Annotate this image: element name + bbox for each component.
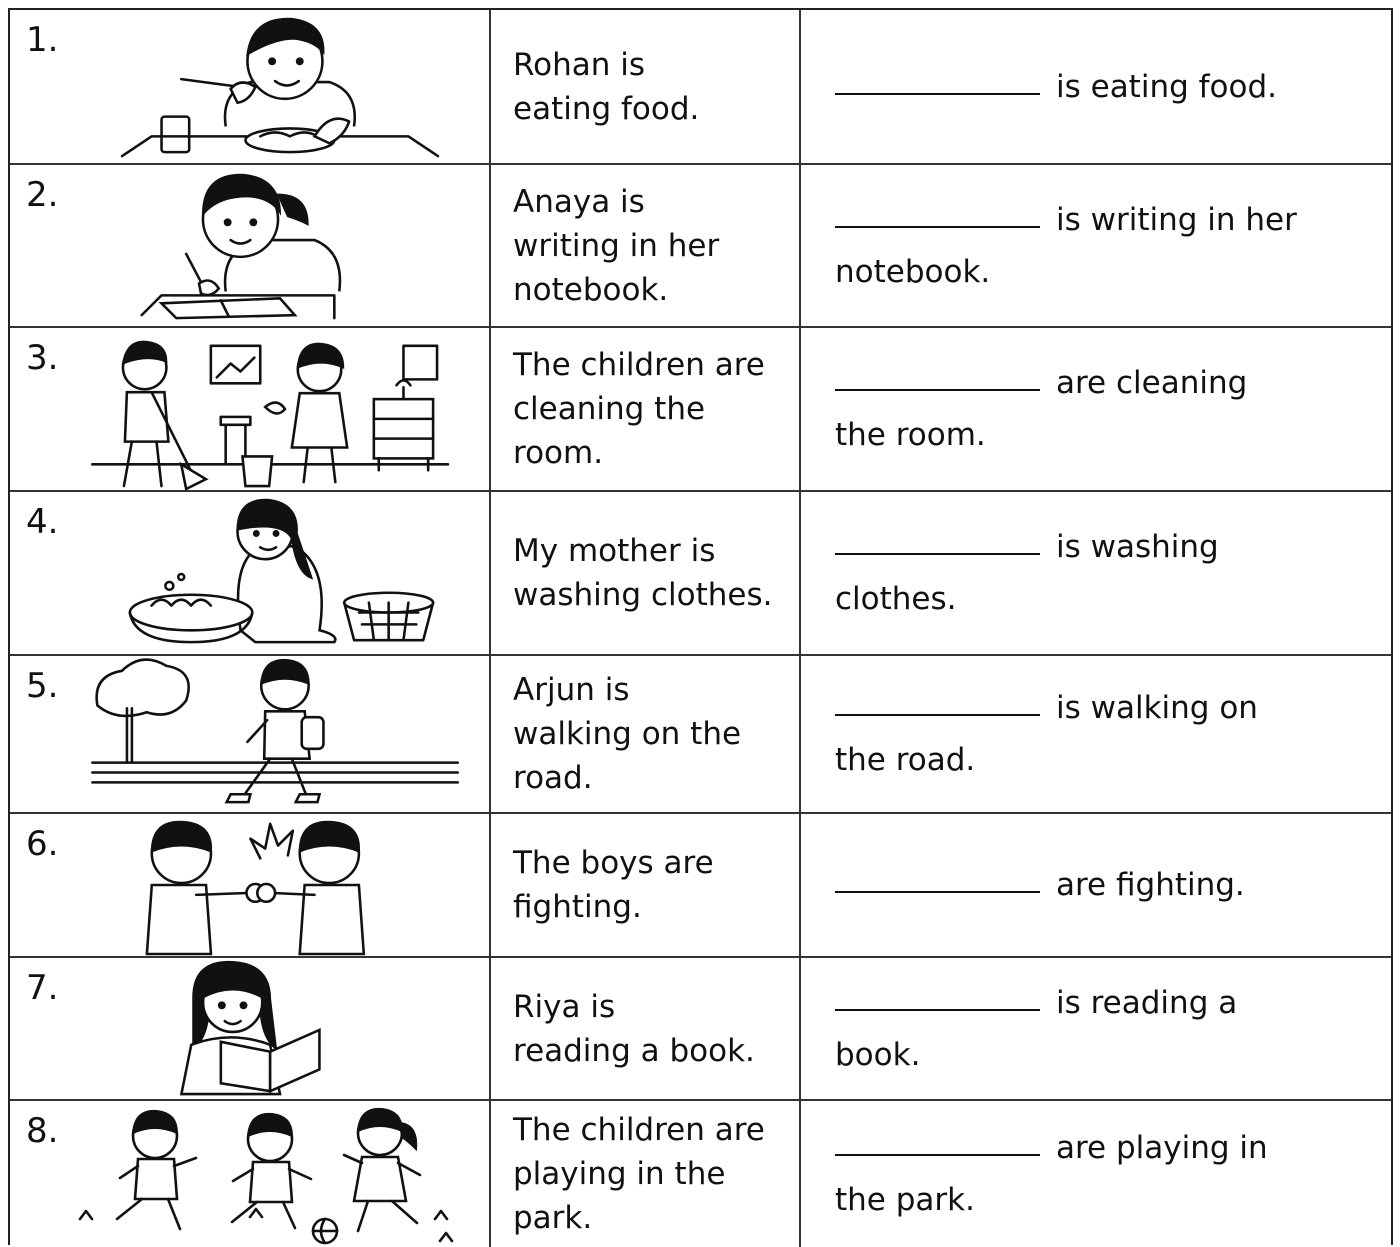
sentence-rest: are fighting. xyxy=(1056,867,1245,903)
sentence-cell xyxy=(491,328,801,490)
children-playing-icon xyxy=(80,1101,480,1247)
sentence-cell xyxy=(491,165,801,326)
answer-cell xyxy=(801,1101,1391,1247)
row-number: 6. xyxy=(26,824,59,864)
answer-blank[interactable] xyxy=(835,553,1040,555)
table-row xyxy=(10,492,1391,656)
table-row xyxy=(10,814,1391,958)
table-row xyxy=(10,328,1391,492)
row-number: 5. xyxy=(26,666,59,706)
table-row xyxy=(10,656,1391,814)
answer-cell xyxy=(801,165,1391,326)
given-sentence: Anaya is writing in her notebook. xyxy=(513,183,720,308)
answer-blank[interactable] xyxy=(835,1154,1040,1156)
row-number: 2. xyxy=(26,175,59,215)
sentence-rest-line2: clothes. xyxy=(835,581,957,617)
boy-walking-icon xyxy=(80,656,480,812)
row-number: 1. xyxy=(26,20,59,60)
picture-cell xyxy=(10,656,491,812)
table-row xyxy=(10,958,1391,1101)
fill-in-sentence xyxy=(835,682,1373,786)
table-row xyxy=(10,1101,1391,1247)
sentence-rest: are playing in xyxy=(1056,1130,1268,1166)
fill-in-sentence xyxy=(835,977,1373,1081)
answer-blank[interactable] xyxy=(835,389,1040,391)
sentence-cell xyxy=(491,814,801,956)
answer-blank[interactable] xyxy=(835,1009,1040,1011)
sentence-cell xyxy=(491,492,801,654)
fill-in-sentence xyxy=(835,1122,1373,1226)
row-number: 3. xyxy=(26,338,59,378)
worksheet-table xyxy=(8,8,1393,1245)
children-cleaning-icon xyxy=(80,328,480,490)
answer-cell xyxy=(801,10,1391,163)
picture-cell xyxy=(10,328,491,490)
boys-fighting-icon xyxy=(80,814,480,956)
sentence-rest-line2: notebook. xyxy=(835,253,991,290)
picture-cell xyxy=(10,814,491,956)
sentence-cell xyxy=(491,10,801,163)
given-sentence: Rohan is eating food. xyxy=(513,46,700,127)
answer-cell xyxy=(801,814,1391,956)
boy-eating-icon xyxy=(80,10,480,163)
answer-blank[interactable] xyxy=(835,226,1040,228)
row-number: 8. xyxy=(26,1111,59,1151)
sentence-cell xyxy=(491,656,801,812)
sentence-rest: is writing in her xyxy=(1056,201,1297,238)
sentence-rest-line2: the room. xyxy=(835,417,986,453)
sentence-rest: is eating food. xyxy=(1056,68,1278,105)
fill-in-sentence xyxy=(835,521,1373,625)
row-number: 4. xyxy=(26,502,59,542)
table-row xyxy=(10,10,1391,165)
sentence-rest: is reading a xyxy=(1056,984,1238,1021)
given-sentence: My mother is washing clothes. xyxy=(513,533,773,613)
sentence-rest: is walking on xyxy=(1056,690,1258,726)
girl-reading-icon xyxy=(80,958,480,1099)
answer-blank[interactable] xyxy=(835,93,1040,95)
fill-in-sentence xyxy=(835,357,1373,461)
sentence-rest: are cleaning xyxy=(1056,365,1248,401)
table-row xyxy=(10,165,1391,328)
picture-cell xyxy=(10,1101,491,1247)
answer-blank[interactable] xyxy=(835,891,1040,893)
given-sentence: Riya is reading a book. xyxy=(513,988,755,1069)
fill-in-sentence xyxy=(835,61,1373,113)
given-sentence: The children are cleaning the room. xyxy=(513,347,765,471)
sentence-rest-line2: the park. xyxy=(835,1182,975,1218)
answer-cell xyxy=(801,958,1391,1099)
sentence-rest-line2: the road. xyxy=(835,742,976,778)
row-number: 7. xyxy=(26,968,59,1008)
sentence-rest-line2: book. xyxy=(835,1036,921,1073)
sentence-cell xyxy=(491,958,801,1099)
answer-cell xyxy=(801,656,1391,812)
mother-washing-icon xyxy=(80,492,480,654)
picture-cell xyxy=(10,165,491,326)
fill-in-sentence xyxy=(835,859,1373,911)
answer-cell xyxy=(801,328,1391,490)
given-sentence: Arjun is walking on the road. xyxy=(513,672,742,796)
picture-cell xyxy=(10,492,491,654)
sentence-cell xyxy=(491,1101,801,1247)
given-sentence: The children are playing in the park. xyxy=(513,1112,765,1236)
sentence-rest: is washing xyxy=(1056,529,1219,565)
girl-writing-icon xyxy=(80,165,480,326)
given-sentence: The boys are fighting. xyxy=(513,845,714,925)
picture-cell xyxy=(10,958,491,1099)
picture-cell xyxy=(10,10,491,163)
answer-cell xyxy=(801,492,1391,654)
answer-blank[interactable] xyxy=(835,714,1040,716)
fill-in-sentence xyxy=(835,194,1373,298)
